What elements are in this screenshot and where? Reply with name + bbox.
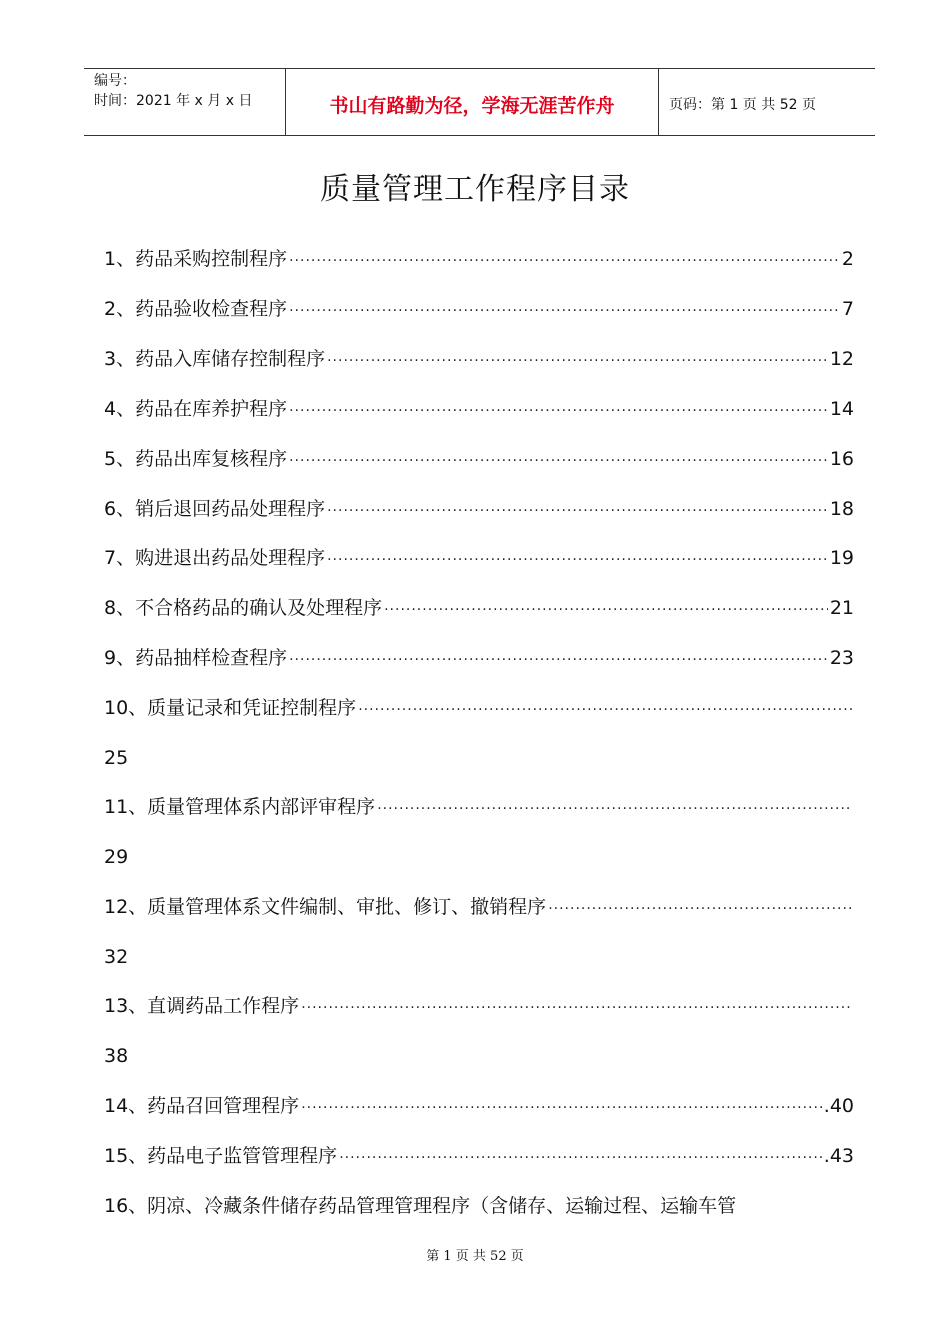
header-motto-cell	[286, 69, 659, 135]
toc-entry-text: 7、购进退出药品处理程序	[104, 547, 326, 569]
toc-entry	[104, 445, 854, 473]
toc-leader-dots	[339, 1144, 822, 1172]
toc-entry-page: 7	[841, 298, 854, 320]
toc-entry	[104, 345, 854, 373]
toc-entry-text: 3、药品入库储存控制程序	[104, 348, 326, 370]
toc-entry-page: .40	[823, 1095, 854, 1117]
toc-leader-dots	[358, 696, 852, 724]
toc-entry-page: 25	[104, 747, 129, 769]
header-table	[84, 68, 875, 136]
toc-entry-text: 16、阴凉、冷藏条件储存药品管理管理程序（含储存、运输过程、运输车管	[104, 1195, 737, 1217]
toc-entry-text: 8、不合格药品的确认及处理程序	[104, 597, 383, 619]
toc-entry-page: 16	[829, 448, 854, 470]
date-label: 时间：2021 年 x 月 x 日	[94, 93, 253, 109]
toc-entry-page: 23	[829, 647, 854, 669]
toc-leader-dots	[289, 646, 828, 674]
toc-entry	[104, 594, 854, 622]
toc-leader-dots	[327, 347, 828, 375]
toc-leader-dots	[327, 546, 828, 574]
toc-entry-page: 29	[104, 846, 129, 868]
toc-entry-page: 19	[829, 547, 854, 569]
toc-entry-text: 15、药品电子监管管理程序	[104, 1145, 338, 1167]
toc-entry-text: 13、直调药品工作程序	[104, 995, 300, 1017]
header-page-cell	[659, 69, 875, 135]
toc-entry-text: 10、质量记录和凭证控制程序	[104, 697, 357, 719]
toc-leader-dots	[289, 397, 828, 425]
toc-leader-dots	[384, 596, 828, 624]
toc-entry	[104, 644, 854, 672]
toc-entry	[104, 245, 854, 273]
toc-entry	[104, 495, 854, 523]
toc-entry	[104, 992, 854, 1020]
toc-entry	[104, 544, 854, 572]
toc-leader-dots	[289, 297, 840, 325]
toc-entry	[104, 893, 854, 921]
page-title: 质量管理工作程序目录	[320, 172, 630, 207]
toc-entry-page: 38	[104, 1045, 129, 1067]
toc-leader-dots	[377, 795, 852, 823]
toc-entry-text: 4、药品在库养护程序	[104, 398, 288, 420]
toc-entry-page: 21	[829, 597, 854, 619]
toc-entry	[104, 694, 854, 722]
toc-entry-text: 9、药品抽样检查程序	[104, 647, 288, 669]
toc-leader-dots	[289, 447, 828, 475]
toc-entry-page: 18	[829, 498, 854, 520]
toc-leader-dots	[289, 247, 840, 275]
toc-entry	[104, 395, 854, 423]
header-page-label: 页码：第 1 页 共 52 页	[669, 97, 816, 113]
toc-entry-text: 2、药品验收检查程序	[104, 298, 288, 320]
toc-leader-dots	[548, 895, 852, 923]
toc-entry-text: 1、药品采购控制程序	[104, 248, 288, 270]
toc-entry-page: 12	[829, 348, 854, 370]
toc-entry-text: 14、药品召回管理程序	[104, 1095, 300, 1117]
toc-entry-page: .43	[823, 1145, 854, 1167]
toc-entry-text: 5、药品出库复核程序	[104, 448, 288, 470]
toc-entry-page: 32	[104, 946, 129, 968]
toc-entry-text: 6、销后退回药品处理程序	[104, 498, 326, 520]
toc-leader-dots	[327, 497, 828, 525]
toc-entry	[104, 1092, 854, 1120]
motto: 书山有路勤为径，学海无涯苦作舟	[329, 95, 615, 117]
toc-leader-dots	[301, 1094, 822, 1122]
toc-entry-page: 14	[829, 398, 854, 420]
header-info-cell	[84, 69, 286, 135]
toc-leader-dots	[301, 994, 852, 1022]
toc-entry	[104, 295, 854, 323]
toc-entry-text: 12、质量管理体系文件编制、审批、修订、撤销程序	[104, 896, 547, 918]
toc-entry-page: 2	[841, 248, 854, 270]
page-footer: 第 1 页 共 52 页	[426, 1249, 524, 1264]
number-label: 编号：	[94, 73, 136, 89]
toc-entry	[104, 1142, 854, 1170]
toc-entry-text: 11、质量管理体系内部评审程序	[104, 796, 376, 818]
toc-entry	[104, 793, 854, 821]
